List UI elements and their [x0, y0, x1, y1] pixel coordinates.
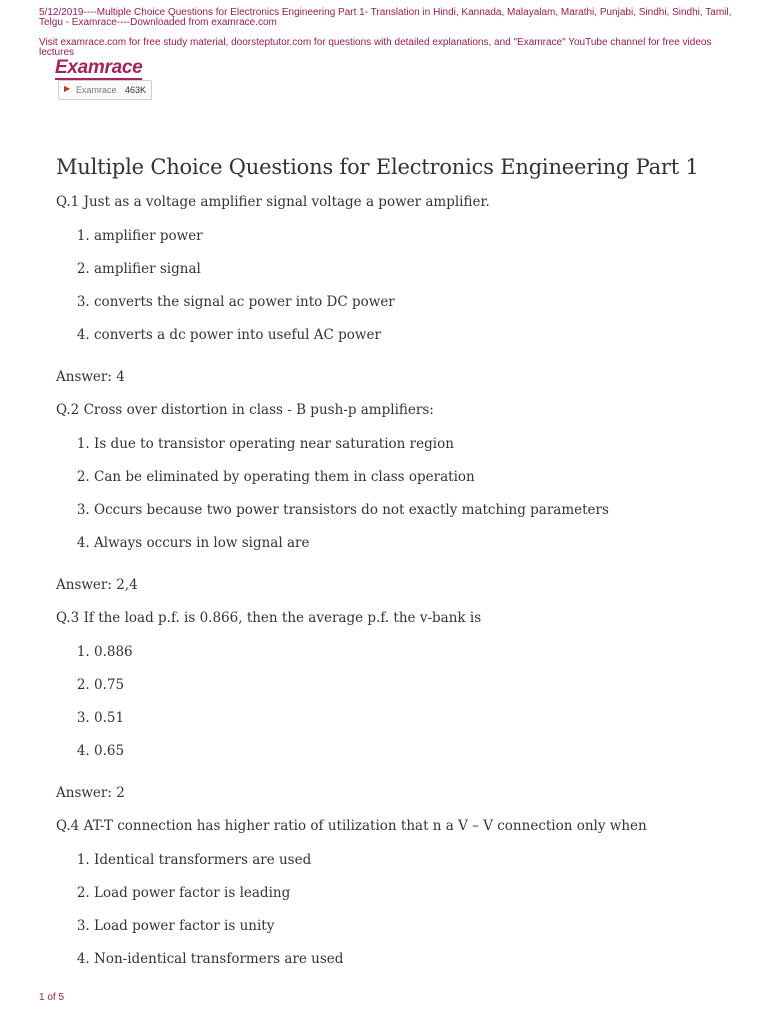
question-2: Q.2 Cross over distortion in class - B push-p amplifiers:	[56, 402, 434, 418]
question-1-options	[56, 226, 746, 345]
answer-2: Answer: 2,4	[56, 577, 138, 593]
option: 4. 0.65	[94, 741, 746, 761]
option: 4. converts a dc power into useful AC power	[94, 325, 746, 345]
option: 1. Is due to transistor operating near saturation region	[94, 434, 746, 454]
page-title: Multiple Choice Questions for Electronics Engineering Part 1	[56, 155, 699, 179]
youtube-play-icon: ▶	[64, 84, 71, 93]
youtube-channel-name: Examrace	[76, 85, 117, 95]
question-4-options	[56, 850, 746, 969]
answer-3: Answer: 2	[56, 785, 125, 801]
youtube-subscribe-widget[interactable]	[58, 80, 152, 100]
option: 4. Non-identical transformers are used	[94, 949, 746, 969]
option: 2. amplifier signal	[94, 259, 746, 279]
option: 3. Load power factor is unity	[94, 916, 746, 936]
answer-1: Answer: 4	[56, 369, 125, 385]
examrace-logo[interactable]: Examrace	[55, 57, 143, 78]
option: 2. 0.75	[94, 675, 746, 695]
option: 3. 0.51	[94, 708, 746, 728]
option: 2. Load power factor is leading	[94, 883, 746, 903]
youtube-subscriber-count: 463K	[125, 85, 147, 95]
question-2-options	[56, 434, 746, 553]
option: 4. Always occurs in low signal are	[94, 533, 746, 553]
header-title-line: 5/12/2019----Multiple Choice Questions for Electronics Engineering Part 1- Translation in Hindi, Kannada, Malayalam, Marathi, Punjabi, Sindhi, Sindhi, Tamil, Telgu - Examrace----Downloaded from examrace.com	[39, 7, 732, 28]
question-3-options	[56, 642, 746, 761]
option: 1. amplifier power	[94, 226, 746, 246]
header-promo-line: Visit examrace.com for free study material, doorsteptutor.com for questions with detailed explanations, and "Examrace" YouTube channel for free videos lectures	[39, 37, 712, 58]
document-body	[56, 150, 746, 982]
question-3: Q.3 If the load p.f. is 0.866, then the average p.f. the v-bank is	[56, 610, 482, 626]
page-number: 1 of 5	[39, 992, 65, 1003]
option: 3. Occurs because two power transistors do not exactly matching parameters	[94, 500, 746, 520]
question-4: Q.4 AT-T connection has higher ratio of utilization that n a V – V connection only when	[56, 818, 647, 834]
option: 3. converts the signal ac power into DC power	[94, 292, 746, 312]
option: 2. Can be eliminated by operating them in class operation	[94, 467, 746, 487]
question-1: Q.1 Just as a voltage amplifier signal voltage a power amplifier.	[56, 194, 490, 210]
option: 1. Identical transformers are used	[94, 850, 746, 870]
option: 1. 0.886	[94, 642, 746, 662]
